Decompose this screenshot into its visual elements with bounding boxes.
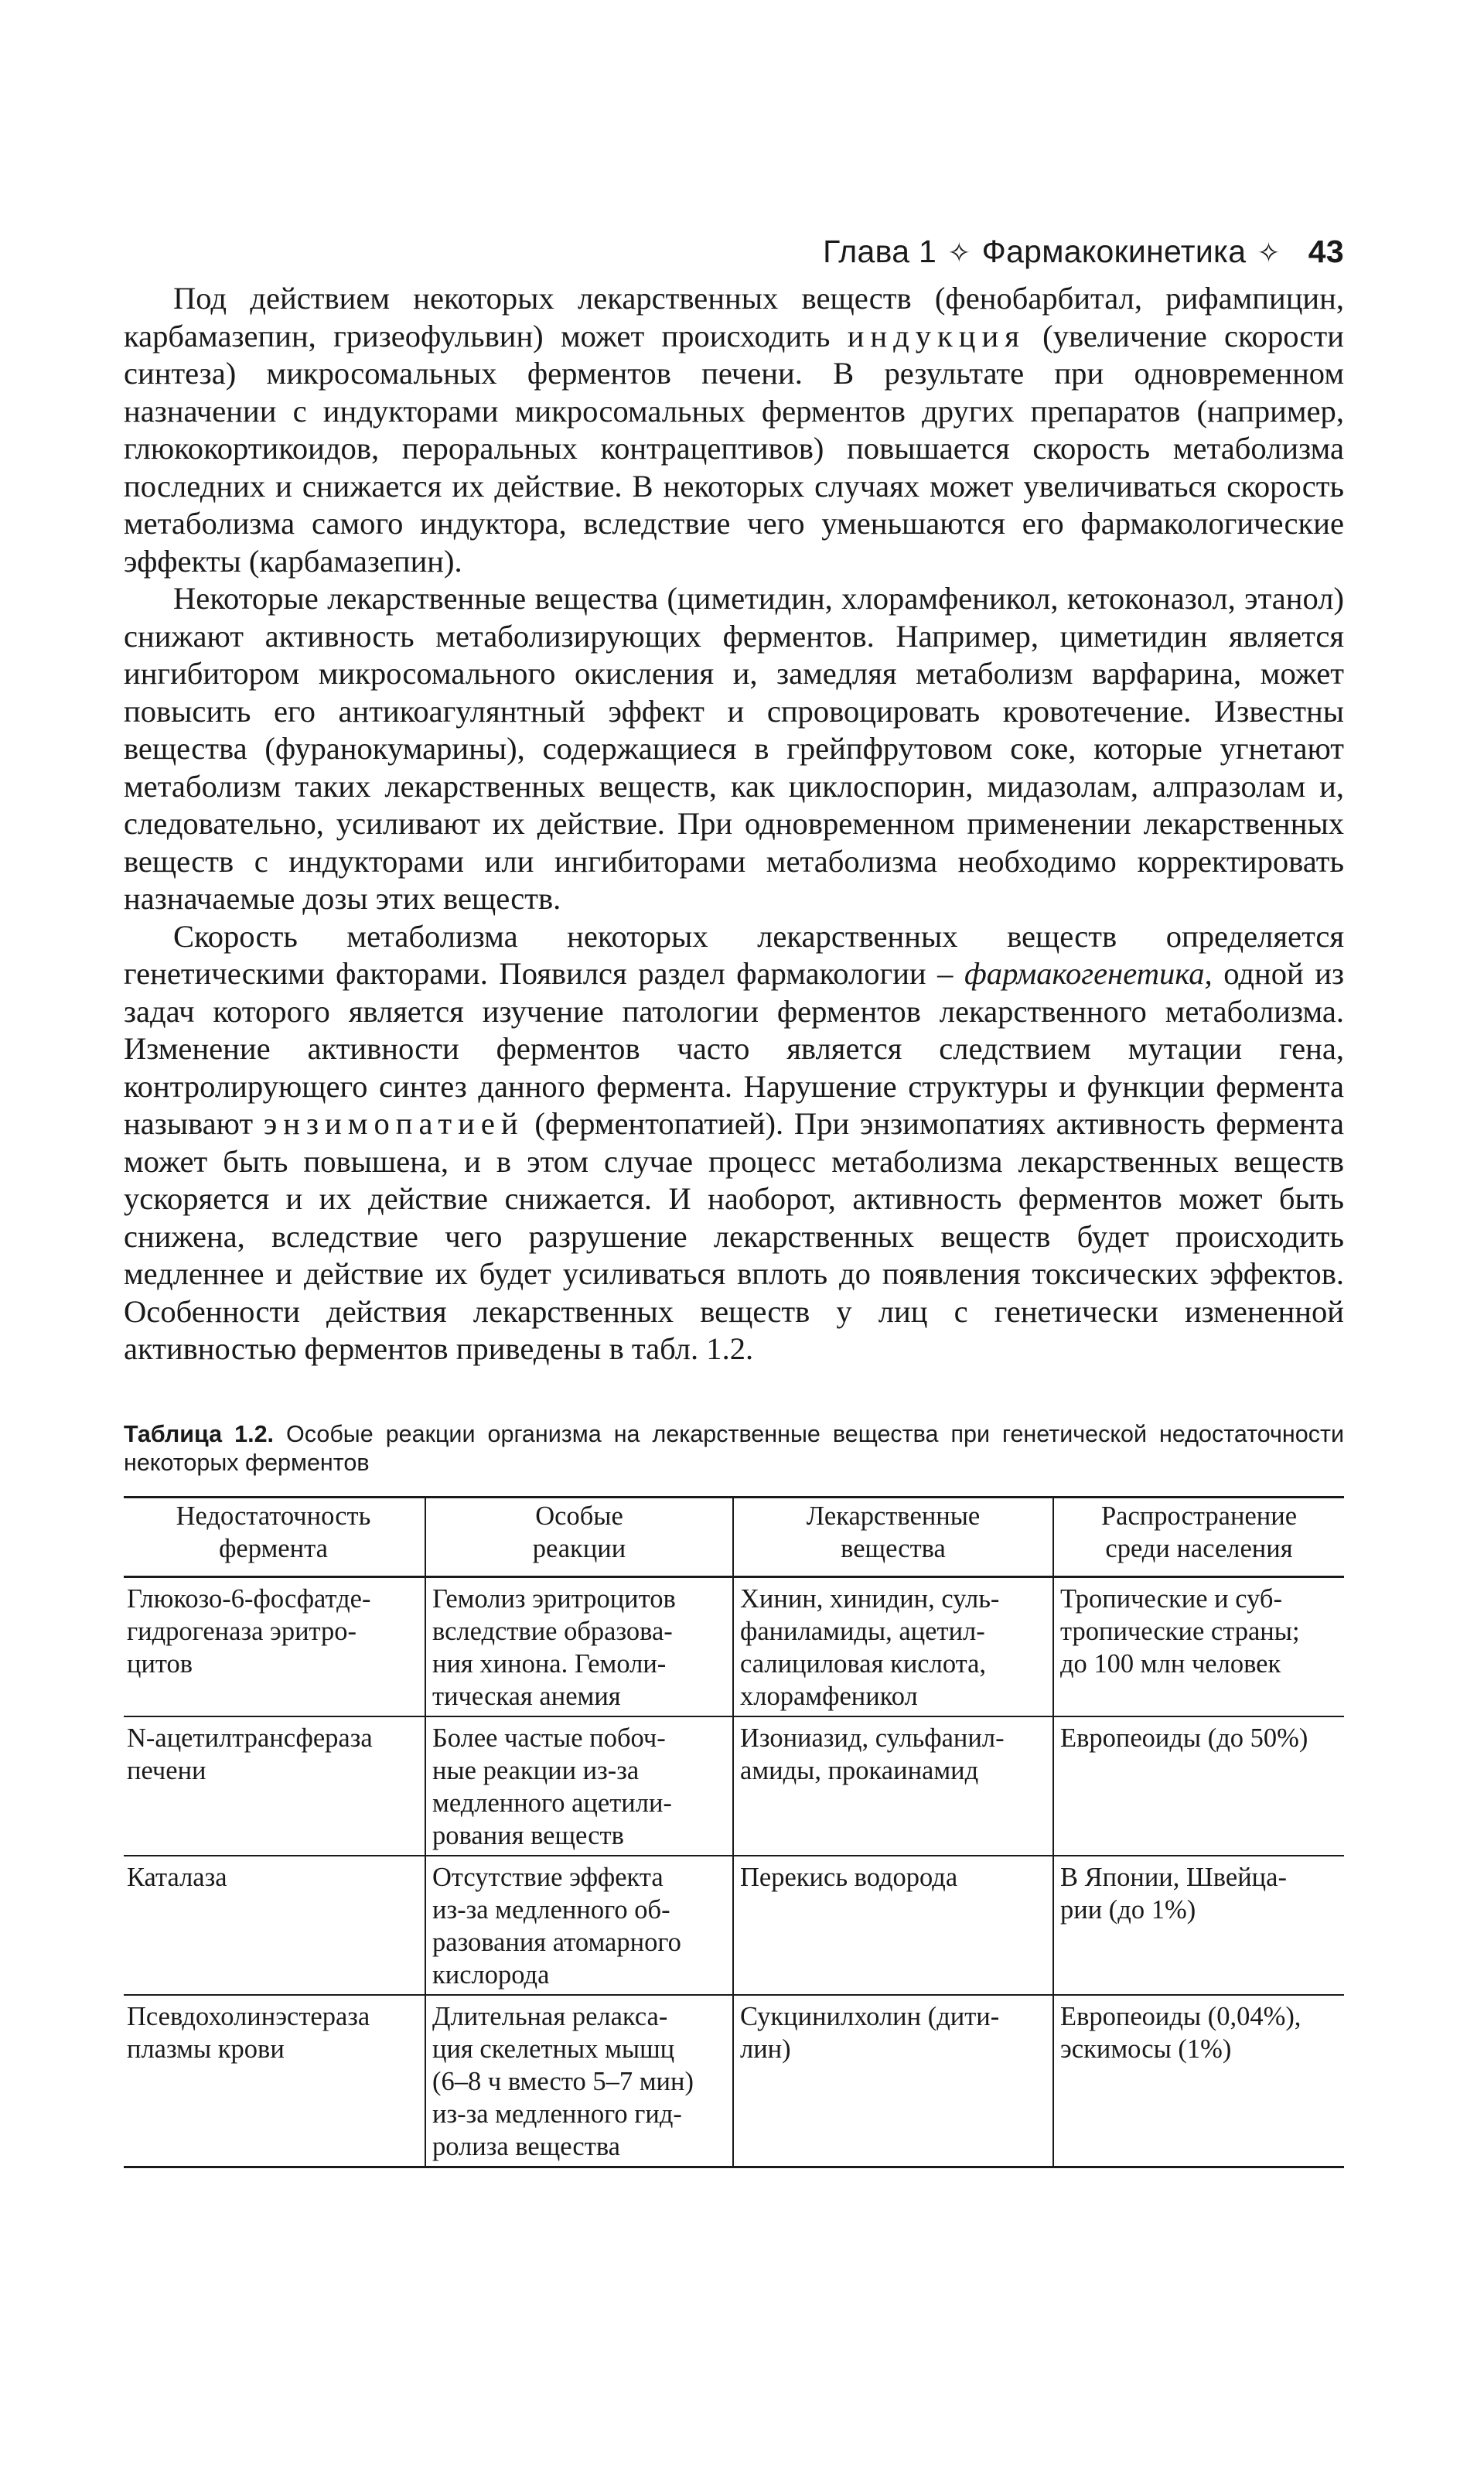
- paragraph-pharmacogenetics: [124, 918, 1344, 1368]
- table-cell: Более частые побоч- ные реакции из-за медленного ацетили- рования веществ: [425, 1716, 733, 1856]
- table-row: [124, 1716, 1344, 1856]
- table-cell: Хинин, хинидин, суль- фаниламиды, ацетил- салициловая кислота, хлорамфеникол: [733, 1577, 1053, 1717]
- separator-icon: ✧: [947, 237, 971, 268]
- body-text: [124, 280, 1344, 1368]
- table-cell: В Японии, Швейца- рии (до 1%): [1053, 1856, 1344, 1995]
- chapter-title: Фармакокинетика: [981, 234, 1247, 269]
- header-enzyme-deficiency: Недостаточность фермента: [124, 1498, 425, 1577]
- paragraph-text: Под действием некоторых лекарственных веществ (фенобарбитал, рифампицин, карбамазепин, гризеофульвин) может происходить: [124, 281, 1344, 354]
- table-row: [124, 1856, 1344, 1995]
- table-cell: Изониазид, сульфанил- амиды, прокаинамид: [733, 1716, 1053, 1856]
- table-cell: Сукцинилхолин (дити- лин): [733, 1995, 1053, 2167]
- table-cell: Европеоиды (до 50%): [1053, 1716, 1344, 1856]
- table-caption: [124, 1420, 1344, 1477]
- table-cell: Длительная релакса- ция скелетных мышц (6–8 ч вместо 5–7 мин) из-за медленного гид- ролиза вещества: [425, 1995, 733, 2167]
- header-prevalence: Распространение среди населения: [1053, 1498, 1344, 1577]
- table-cell: Псевдохолинэстераза плазмы крови: [124, 1995, 425, 2167]
- table-row: [124, 1577, 1344, 1717]
- paragraph-text: Некоторые лекарственные вещества (циметидин, хлорамфеникол, кетоконазол, этанол) снижают активность метаболизирующих ферментов. Например, циметидин является ингибитором микросомального окисления и, замедляя метаболизм варфарина, может повысить его антикоагулянтный эффект и спровоцировать кровотечение. Известны вещества (фуранокумарины), содержащиеся в грейпфрутовом соке, которые угнетают метаболизм таких лекарственных веществ, как циклоспорин, мидазолам, алпразолам и, следовательно, усиливают их действие. При одновременном применении лекарственных веществ с индукторами или ингибиторами метаболизма необходимо корректировать назначаемые дозы этих веществ.: [124, 581, 1344, 916]
- table-cell: N-ацетилтрансфераза печени: [124, 1716, 425, 1856]
- table-cell: Глюкозо-6-фосфатде- гидрогеназа эритро- цитов: [124, 1577, 425, 1717]
- table-row: [124, 1995, 1344, 2167]
- paragraph-induction: [124, 280, 1344, 580]
- enzyme-table: [124, 1496, 1344, 2168]
- spaced-term: энзимопатией: [263, 1106, 524, 1141]
- table-cell: Тропические и суб- тропические страны; до 100 млн человек: [1053, 1577, 1344, 1717]
- table-caption-text: Особые реакции организма на лекарственные вещества при генетической недостаточности некоторых ферментов: [124, 1421, 1344, 1476]
- table-cell: Отсутствие эффекта из-за медленного об- разования атомарного кислорода: [425, 1856, 733, 1995]
- table-header-row: [124, 1498, 1344, 1577]
- table-caption-label: Таблица 1.2.: [124, 1421, 275, 1447]
- header-special-reactions: Особые реакции: [425, 1498, 733, 1577]
- table-cell: Европеоиды (0,04%), эскимосы (1%): [1053, 1995, 1344, 2167]
- separator-icon: ✧: [1257, 237, 1281, 268]
- table-cell: Перекись водорода: [733, 1856, 1053, 1995]
- spaced-term: индукция: [847, 318, 1025, 354]
- header-drugs: Лекарственные вещества: [733, 1498, 1053, 1577]
- paragraph-text: Скорость метаболизма некоторых лекарственных веществ определяется генетическими факторами. Появился раздел фармакологии –: [124, 918, 1344, 991]
- running-head: [124, 232, 1344, 272]
- paragraph-text: (увеличение скорости синтеза) микросомальных ферментов печени. В результате при одновременном назначении с индукторами микросомальных ферментов других препаратов (например, глюкокортикоидов, пероральных контрацептивов) повышается скорость метаболизма последних и снижается их действие. В некоторых случаях может увеличиваться скорость метаболизма самого индуктора, вследствие чего уменьшаются его фармакологические эффекты (карбамазепин).: [124, 318, 1344, 579]
- chapter-label: Глава 1: [823, 234, 937, 269]
- paragraph-inhibition: [124, 580, 1344, 918]
- italic-term: фармакогенетика,: [964, 956, 1213, 991]
- table-cell: Гемолиз эритроцитов вследствие образова- ния хинона. Гемоли- тическая анемия: [425, 1577, 733, 1717]
- table-cell: Каталаза: [124, 1856, 425, 1995]
- page-number: 43: [1308, 234, 1344, 269]
- paragraph-text: одной из задач которого является изучение патологии ферментов лекарственного метаболизма. Изменение активности ферментов часто является следствием мутации гена, контролирующего синтез данного фермента. Нарушение структуры и функции фермента называют: [124, 956, 1344, 1141]
- paragraph-text: (ферментопатией). При энзимопатиях активность фермента может быть повышена, и в этом случае процесс метаболизма лекарственных веществ ускоряется и их действие снижается. И наоборот, активность ферментов может быть снижена, вследствие чего разрушение лекарственных веществ будет происходить медленнее и действие их будет усиливаться вплоть до появления токсических эффектов. Особенности действия лекарственных веществ у лиц с генетически измененной активностью ферментов приведены в табл. 1.2.: [124, 1106, 1344, 1366]
